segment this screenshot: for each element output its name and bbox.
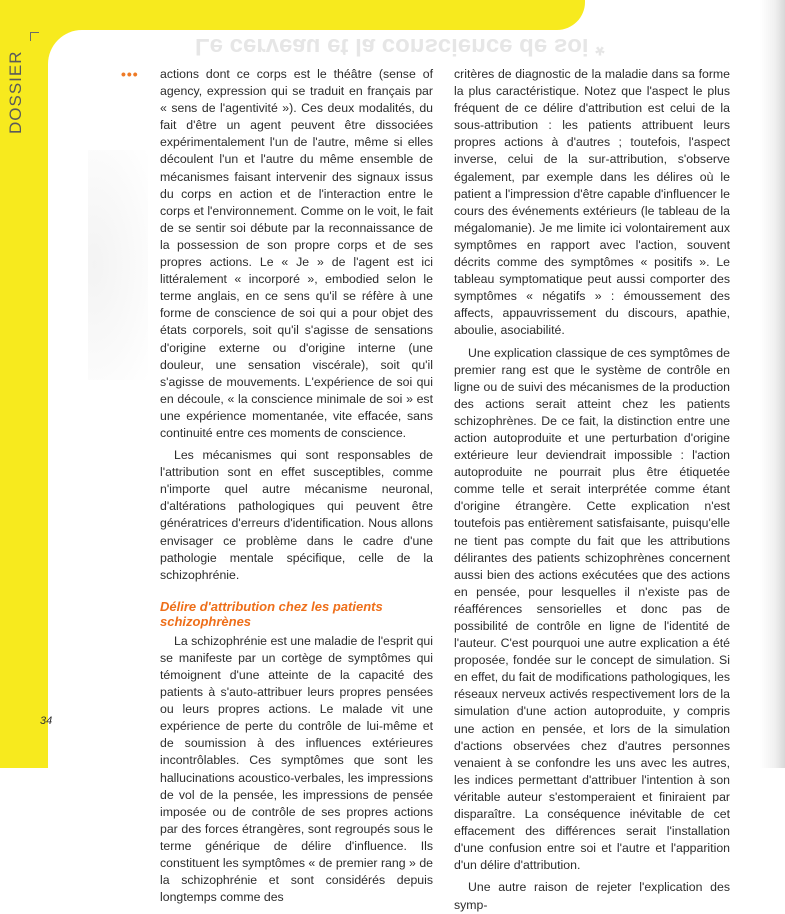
paragraph: Les mécanismes qui sont responsables de l'attribution sont en effet susceptibles, comme n'importe quel autre mécanisme neuronal, d'altérations pathologiques qui peuvent être génératrices d'erreurs d'identification. Nous allons envisager ce problème dans le cadre d'une pathologie mentale spécifique, celle de la schizophrénie. — [160, 448, 433, 582]
right-column — [454, 66, 730, 914]
continuation-dots-icon: ••• — [121, 66, 139, 82]
left-column — [160, 66, 433, 906]
show-through-title: Le cerveau et la conscience de soi * — [195, 33, 605, 60]
subheading-line: Délire d'attribution chez les patients — [160, 598, 383, 614]
paragraph: actions dont ce corps est le théâtre (sense of agency, expression qui se traduit en français par « sens de l'agentivité »). Ces deux modalités, du fait d'être un agent peuvent être dissociées expérimentalement l'un de l'autre, même si elles découlent l'un et l'autre du même ensemble de mécanismes faisant intervenir des signaux issus du corps en action et de l'interaction entre le corps et l'environnement. Comme on le voit, le fait de se sentir soi débute par la reconnaissance de la possession de son propre corps et de ses propres actions. Le « Je » de l'agent est ici littéralement « incorporé », embodied selon le terme anglais, en ce sens qu'il se réfère à une forme de conscience de soi qui a pour objet des états corporels, soit qu'il s'agisse de sensations d'origine externe ou d'origine interne (une douleur, une sensation viscérale), soit qu'il s'agisse de mouvements. L'expérience de soi qui en découle, « la conscience minimale de soi » est une expérience momentanée, vite effacée, sans continuité entre ces moments de conscience. — [160, 67, 433, 440]
page-number: 34 — [40, 715, 53, 727]
paragraph: La schizophrénie est une maladie de l'esprit qui se manifeste par un cortège de symptômes qui témoignent d'une atteinte de la capacité des patients à s'auto-attribuer leurs propres pensées ou leurs propres actions. Le malade vit une expérience de perte du contrôle de lui-même et de soumission à des influences extérieures incontrôlables. Ces symptômes que sont les hallucinations acoustico-verbales, les impressions de vol de la pensée, les impressions de pensée imposée ou de contrôle de ses propres actions par des forces étrangères, sont regroupés sous le terme générique de délire d'influence. Ils constituent les symptômes « de premier rang » de la schizophrénie et sont considérés depuis longtemps comme des — [160, 633, 433, 905]
yellow-header-band — [0, 0, 585, 30]
subheading-line: schizophrènes — [160, 613, 252, 629]
corner-mark — [30, 32, 39, 41]
rounded-corner — [48, 30, 88, 70]
paragraph: Une explication classique de ces symptômes de premier rang est que le système de contrôle en ligne ou de suivi des mécanismes de la production des actions serait atteint chez les patients schizophrènes. De ce fait, la distinction entre une action autoproduite et une perturbation d'origine extérieure leur deviendrait impossible : l'action autoproduite ne pourrait plus être étiquetée comme telle et serait interprétée comme étant d'origine étrangère. Cette explication n'est toutefois pas entièrement satisfaisante, puisqu'elle ne tient pas compte du fait que les attributions délirantes des patients schizophrènes concernent aussi bien des actions exécutées que des actions en pensée, pour lesquelles il n'existe pas de réafférences sensorielles et donc pas de possibilité de contrôle en ligne de l'identité de l'auteur. C'est pourquoi une autre explication a été proposée, fondée sur le concept de simulation. Si en effet, du fait de modifications pathologiques, les réseaux nerveux activés respectivement lors de la simulation d'une action autoproduite, y compris une action en pensée, et lors de la simulation d'actions observées chez d'autres personnes venaient à se confondre les uns avec les autres, les indices permettant d'attribuer l'intention à son véritable auteur s'estomperaient et finiraient par disparaître. La conséquence inévitable de cet effacement des différences serait l'installation d'une confusion entre soi et l'autre et l'apparition d'un délire d'attribution. — [454, 345, 730, 873]
section-label: DOSSIER — [6, 50, 25, 134]
subheading — [160, 599, 433, 629]
page-edge-shadow — [760, 0, 785, 768]
show-through-image — [88, 150, 148, 380]
paragraph: critères de diagnostic de la maladie dans sa forme la plus caractéristique. Notez que l'aspect le plus fréquent de ce délire d'attribution est celui de la sous-attribution : les patients attribuent leurs propres actions à d'autres ; toutefois, l'aspect inverse, celui de la sur-attribution, s'observe également, par exemple dans les délires où le patient a l'impression d'être capable d'influencer le cours des événements extérieurs (le tableau de la mégalomanie). Je me limite ici volontairement aux symptômes en rapport avec l'action, souvent décrits comme des symptômes « positifs ». Le tableau symptomatique peut aussi comporter des symptômes « négatifs » : émoussement des affects, appauvrissement du discours, apathie, aboulie, asociabilité. — [454, 67, 730, 338]
paragraph: Une autre raison de rejeter l'explication des symp- — [454, 880, 730, 912]
